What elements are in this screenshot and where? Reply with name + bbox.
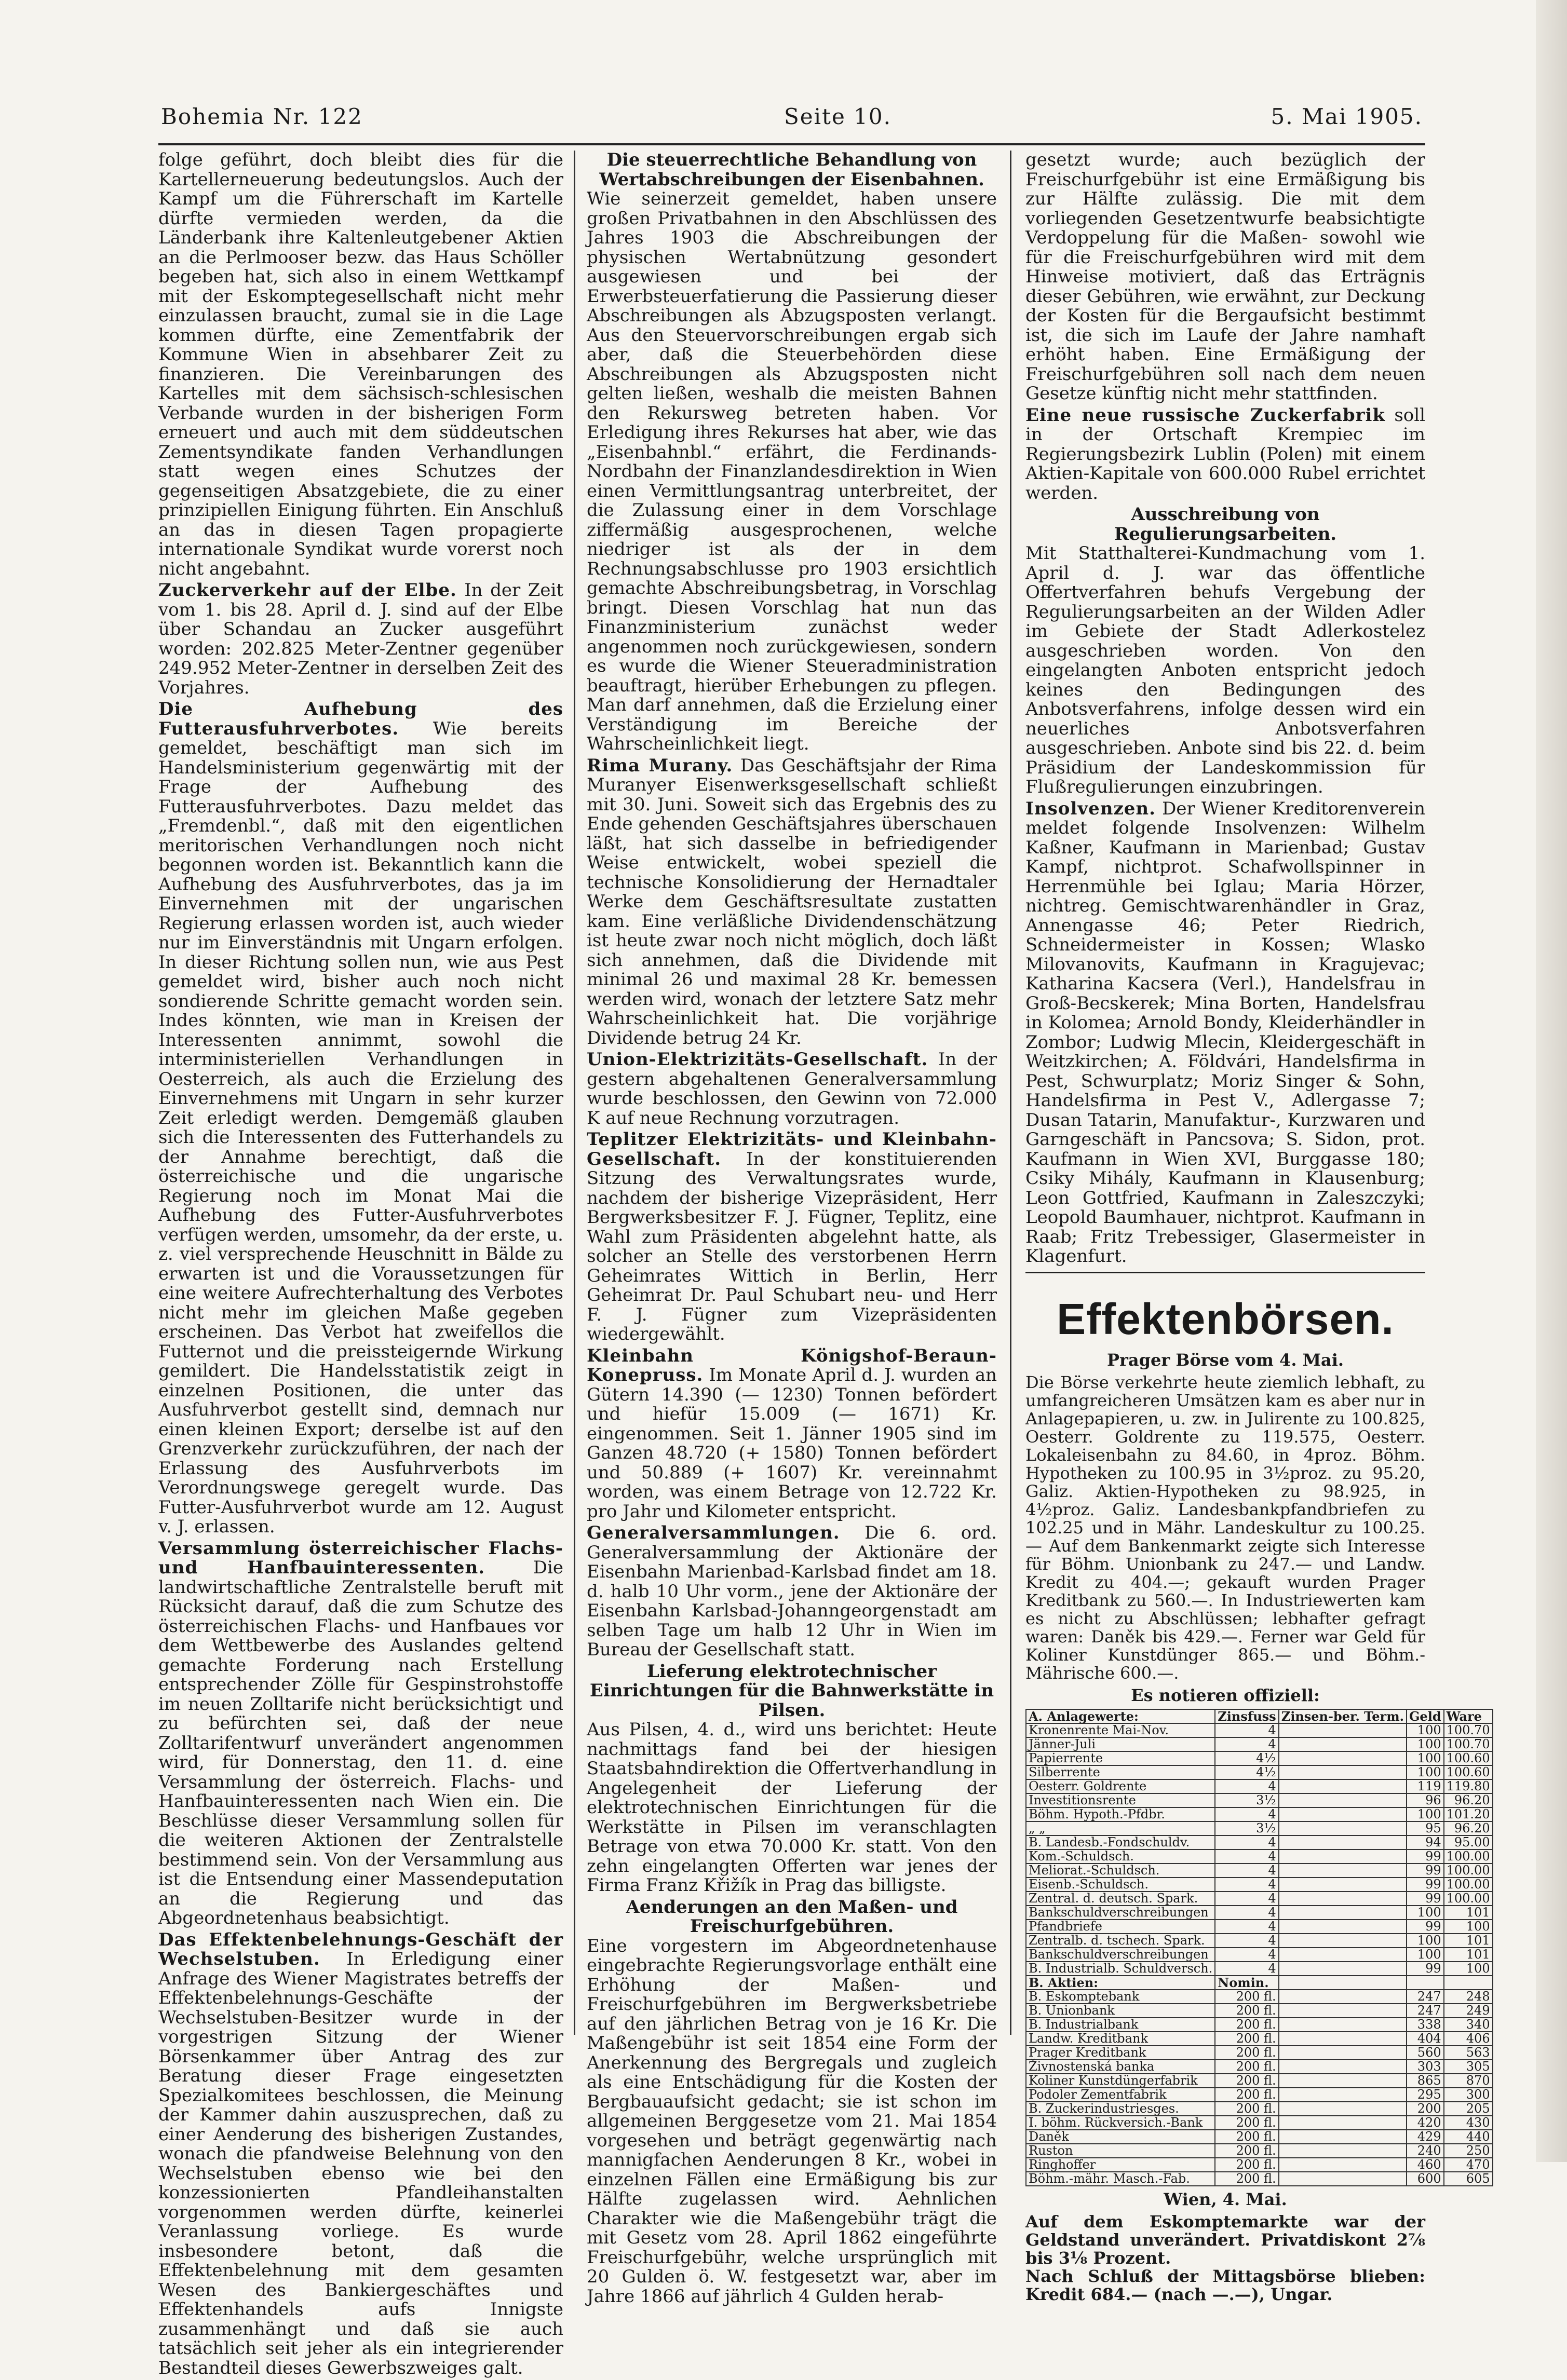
table-cell: 4 [1215, 1864, 1278, 1878]
table-cell: 99 [1407, 1864, 1444, 1878]
table-cell: 100 [1407, 1807, 1444, 1821]
table-cell: 200 fl. [1215, 2074, 1278, 2088]
table-cell: 338 [1407, 2018, 1444, 2032]
table-cell: 4 [1215, 1962, 1278, 1976]
vienna-close: Nach Schluß der Mittagsbörse blieben: Kredit 684.— (nach —.—), Ungar. [1025, 2266, 1425, 2304]
table-cell [1279, 2032, 1407, 2046]
article-paragraph [1025, 406, 1425, 504]
table-cell: 200 fl. [1215, 2046, 1278, 2060]
table-cell: 100 [1407, 1737, 1444, 1751]
table-cell [1279, 1835, 1407, 1849]
table-cell: Ruston [1026, 2144, 1215, 2158]
article-heading: Zuckerverkehr auf der Elbe. [158, 580, 457, 601]
table-row [1026, 2130, 1493, 2144]
table-cell: Bankschuldverschreibungen [1026, 1948, 1215, 1962]
quotes-table [1025, 1709, 1493, 2186]
table-cell: B. Unionbank [1026, 2004, 1215, 2018]
table-cell: 100.00 [1444, 1864, 1493, 1878]
table-cell [1279, 1990, 1407, 2004]
article-text: Die landwirtschaftliche Zentralstelle beruft mit Rücksicht darauf, daß die zum Schutze des österreichischen Flachs- und Hanfbaues vor dem Wettbewerbe des Auslandes geltend gemachte Forderung nach Erstellung entsprechender Zölle für Gespinstrohstoffe im neuen Zolltarife nicht berücksichtigt und zu befürchten sei, daß der neue Zolltarifentwurf unverändert angenommen wird, für Donnerstag, den 11. d. eine Versammlung der österreich. Flachs- und Hanfbauinteressenten nach Wien ein. Die Beschlüsse dieser Versammlung sollen für die weiteren Aktionen der Zentralstelle bestimmend sein. Von der Versammlung aus ist die Entsendung einer Massendeputation an die Regierung und das Abgeordnetenhaus beabsichtigt. [158, 1557, 563, 1928]
table-cell: 99 [1407, 1962, 1444, 1976]
table-cell: Papierrente [1026, 1751, 1215, 1765]
article-text: Aus Pilsen, 4. d., wird uns berichtet: Heute nachmittags fand bei der hiesigen Staatsbahndirektion die Offertverhandlung in Angelegenheit der Lieferung der elektrotechnischen Einrichtungen für die Werkstätte in Pilsen im veranschlagten Betrage von etwa 70.000 Kr. statt. Von den zehn eingelangten Offerten war jenes der Firma Franz Křižík in Prag das billigste. [587, 1719, 997, 1896]
table-cell: 605 [1444, 2172, 1493, 2186]
table-cell: 3½ [1215, 1793, 1278, 1807]
table-row [1026, 2144, 1493, 2158]
table-cell: B. Eskomptebank [1026, 1990, 1215, 2004]
header-rule [158, 143, 1425, 145]
article-heading: Eine neue russische Zuckerfabrik [1025, 404, 1386, 426]
article-paragraph [158, 581, 563, 698]
table-cell [1279, 1737, 1407, 1751]
table-cell [1279, 1849, 1407, 1864]
table-cell: 600 [1407, 2172, 1444, 2186]
article-text: Wie bereits gemeldet, beschäftigt man sich im Handelsministerium gegenwärtig mit der Frage der Aufhebung des Futterausfuhrverbotes. Dazu meldet das „Fremdenbl.“, daß mit den eigentlichen meritorischen Verhandlungen noch nicht begonnen worden ist. Bekanntlich kann die Aufhebung des Ausfuhrverbotes, das ja im Einvernehmen mit der ungarischen Regierung erlassen worden ist, auch wieder nur im Einverständnis mit Ungarn erfolgen. In dieser Richtung sollen nun, wie aus Pest gemeldet wird, bisher auch noch nicht sondierende Schritte gemacht worden sein. Indes könnten, wie man in Kreisen der Interessenten annimmt, sowohl die interministeriellen Verhandlungen in Oesterreich, als auch die Erzielung des Einvernehmens mit Ungarn in sehr kurzer Zeit erledigt werden. Demgemäß glauben sich die Interessenten des Futterhandels zu der Annahme berechtigt, daß die österreichische und die ungarische Regierung noch im Monat Mai die Aufhebung des Futter-Ausfuhrverbotes verfügen werden, umsomehr, da der erste, u. z. viel versprechende Heuschnitt in Bälde zu erwarten ist und die Voraussetzungen für eine weitere Aufrechterhaltung des Verbotes nicht mehr im gleichen Maße gegeben erscheinen. Das Verbot hat zweifellos die Futternot und die preissteigernde Wirkung gemildert. Die Handelsstatistik zeigt in einzelnen Positionen, die unter das Ausfuhrverbot gestellt sind, demnach nur einen kleinen Export; derselbe ist auf den Grenzverkehr zurückzuführen, der nach der Erlassung des Ausfuhrverbots im Verordnungswege geregelt wurde. Das Futter-Ausfuhrverbot wurde am 12. August v. J. erlassen. [158, 718, 563, 1537]
table-row [1026, 1892, 1493, 1906]
table-header-cell: B. Aktien: [1026, 1976, 1215, 1990]
table-cell [1279, 1793, 1407, 1807]
article-heading: Die steuerrechtliche Behandlung von Wertabschreibungen der Eisenbahnen. [599, 149, 984, 190]
table-cell [1279, 2004, 1407, 2018]
table-header-cell: Geld [1407, 1709, 1444, 1723]
table-cell: 870 [1444, 2074, 1493, 2088]
article-heading: Generalversammlungen. [587, 1522, 840, 1543]
table-cell: 404 [1407, 2032, 1444, 2046]
table-cell: 101 [1444, 1948, 1493, 1962]
table-cell: 240 [1407, 2144, 1444, 2158]
table-cell: 200 fl. [1215, 2172, 1278, 2186]
table-cell: 4 [1215, 1849, 1278, 1864]
table-cell: Meliorat.-Schuldsch. [1026, 1864, 1215, 1878]
table-cell: 205 [1444, 2102, 1493, 2116]
table-cell: 430 [1444, 2116, 1493, 2130]
article-heading: Aenderungen an den Maßen- und Freischurfgebühren. [626, 1896, 958, 1937]
article-heading: Die Aufhebung des Futterausfuhrverbotes. [158, 699, 563, 739]
table-cell [1279, 2158, 1407, 2172]
table-row [1026, 1807, 1493, 1821]
table-row [1026, 1920, 1493, 1934]
table-cell: 4 [1215, 1948, 1278, 1962]
table-cell: 4 [1215, 1835, 1278, 1849]
table-cell: Pfandbriefe [1026, 1920, 1215, 1934]
table-cell: 100 [1407, 1723, 1444, 1737]
table-cell: 460 [1407, 2158, 1444, 2172]
table-cell: 101.20 [1444, 1807, 1493, 1821]
table-row [1026, 2116, 1493, 2130]
article-heading: Lieferung elektrotechnischer Einrichtungen für die Bahnwerkstätte in Pilsen. [589, 1661, 994, 1721]
table-cell: 295 [1407, 2088, 1444, 2102]
table-cell: 100 [1407, 1948, 1444, 1962]
table-header-cell: Ware [1444, 1709, 1493, 1723]
table-cell: 100.70 [1444, 1737, 1493, 1751]
article-text: soll in der Ortschaft Krempiec im Regierungsbezirk Lublin (Polen) mit einem Aktien-Kapitale von 600.000 Rubel errichtet werden. [1025, 404, 1425, 504]
table-cell: Prager Kreditbank [1026, 2046, 1215, 2060]
article-text: Mit Statthalterei-Kundmachung vom 1. April d. J. war das öffentliche Offertverfahren behufs Vergebung der Regulierungsarbeiten an der Wilden Adler im Gebiete der Stadt Adlerkostelez ausgeschrieben worden. Von den eingelangten Anboten entspricht jedoch keines den Bedingungen des Anbotsverfahrens, infolge dessen wird ein neuerliches Anbotsverfahren ausgeschrieben. Anbote sind bis 22. d. beim Präsidium der Landeskommission für Flußregulierungen einzubringen. [1025, 543, 1425, 797]
table-cell: 119 [1407, 1779, 1444, 1793]
table-cell: Kom.-Schuldsch. [1026, 1849, 1215, 1864]
table-cell: 250 [1444, 2144, 1493, 2158]
table-cell: 247 [1407, 1990, 1444, 2004]
table-cell [1279, 1948, 1407, 1962]
page-edge [1536, 0, 1567, 2162]
table-cell: 96.20 [1444, 1821, 1493, 1835]
table-row [1026, 1864, 1493, 1878]
column-3-articles [1025, 151, 1425, 1267]
article-heading: Versammlung österreichischer Flachs- und Hanfbauinteressenten. [158, 1538, 563, 1578]
page-number: Seite 10. [784, 104, 891, 129]
table-cell: 4½ [1215, 1751, 1278, 1765]
table-cell: B. Landesb.-Fondschuldv. [1026, 1835, 1215, 1849]
table-cell: 4 [1215, 1807, 1278, 1821]
article-paragraph [587, 1130, 997, 1344]
table-cell: 100 [1407, 1934, 1444, 1948]
table-cell: 247 [1407, 2004, 1444, 2018]
table-header-cell [1407, 1976, 1444, 1990]
table-cell: 100 [1444, 1920, 1493, 1934]
table-cell [1279, 1934, 1407, 1948]
article-paragraph [587, 1050, 997, 1128]
table-row [1026, 1821, 1493, 1835]
table-cell: 100 [1407, 1765, 1444, 1779]
table-cell: 100 [1407, 1906, 1444, 1920]
table-cell: „ „ [1026, 1821, 1215, 1835]
table-row [1026, 1765, 1493, 1779]
article-paragraph [587, 1347, 997, 1522]
prague-report: Die Börse verkehrte heute ziemlich lebhaft, zu umfangreicheren Umsätzen kam es aber nur in Anlagepapieren, u. zw. in Julirente zu 100.825, Oesterr. Goldrente zu 119.575, Oesterr. Lokaleisenbahn zu 84.60, in 4proz. Böhm. Hypotheken zu 100.95 in 3½proz. zu 95.20, Galiz. Aktien-Hypotheken zu 98.925, in 4½proz. Galiz. Landesbankpfandbriefen zu 102.25 und in Mähr. Landeskultur zu 100.25. — Auf dem Bankenmarkt zeigte sich Interesse für Böhm. Unionbank zu 247.— und Landw. Kredit zu 404.—; gekauft wurden Prager Kreditbank zu 560.—. In Industriewerten kam es nicht zu Abschlüssen; lebhafter gefragt waren: Daněk bis 429.—. Ferner war Geld für Koliner Kunstdünger 865.— und Böhm.-Mährische 600.—. [1025, 1372, 1425, 1683]
table-cell: Kronenrente Mai-Nov. [1026, 1723, 1215, 1737]
official-quotes-label: Es notieren offiziell: [1131, 1685, 1320, 1705]
table-header-cell [1279, 1976, 1407, 1990]
article-paragraph [158, 1930, 563, 2378]
table-cell: 95 [1407, 1821, 1444, 1835]
table-cell: 200 fl. [1215, 2102, 1278, 2116]
article-paragraph [1025, 151, 1425, 404]
column-divider-2 [1010, 151, 1011, 2035]
table-cell: 99 [1407, 1892, 1444, 1906]
table-cell: 100.00 [1444, 1878, 1493, 1892]
table-cell: 406 [1444, 2032, 1493, 2046]
table-cell: B. Industrialb. Schuldversch. [1026, 1962, 1215, 1976]
table-row [1026, 2032, 1493, 2046]
table-row [1026, 1723, 1493, 1737]
table-cell: 101 [1444, 1906, 1493, 1920]
table-cell [1279, 1821, 1407, 1835]
page-header [161, 104, 1423, 140]
table-cell: Böhm. Hypoth.-Pfdbr. [1026, 1807, 1215, 1821]
table-cell: Böhm.-mähr. Masch.-Fab. [1026, 2172, 1215, 2186]
table-cell: 200 fl. [1215, 2158, 1278, 2172]
table-cell: B. Zuckerindustriesges. [1026, 2102, 1215, 2116]
article-heading: Teplitzer Elektrizitäts- und Kleinbahn-Gesellschaft. [587, 1129, 997, 1169]
table-row [1026, 1737, 1493, 1751]
table-cell [1279, 1765, 1407, 1779]
table-cell [1279, 1723, 1407, 1737]
table-header-cell: Zinsen-ber. Term. [1279, 1709, 1407, 1723]
table-cell: Zentral. d. deutsch. Spark. [1026, 1892, 1215, 1906]
table-row [1026, 1779, 1493, 1793]
table-cell: 305 [1444, 2060, 1493, 2074]
article-paragraph [158, 1539, 563, 1928]
table-row [1026, 1934, 1493, 1948]
table-cell: 340 [1444, 2018, 1493, 2032]
table-cell: 4 [1215, 1906, 1278, 1920]
table-cell: 100.00 [1444, 1892, 1493, 1906]
issue-date: 5. Mai 1905. [1271, 104, 1423, 129]
table-cell [1279, 2130, 1407, 2144]
table-cell: Silberrente [1026, 1765, 1215, 1779]
table-cell [1279, 2074, 1407, 2088]
table-cell: 200 fl. [1215, 2032, 1278, 2046]
table-cell [1279, 2172, 1407, 2186]
table-row [1026, 2004, 1493, 2018]
table-row [1026, 2074, 1493, 2088]
article-heading: Kleinbahn Königshof-Beraun-Konepruss. [587, 1345, 997, 1385]
table-cell: 200 fl. [1215, 2130, 1278, 2144]
table-cell [1279, 1962, 1407, 1976]
table-cell [1279, 1878, 1407, 1892]
table-cell: Ringhoffer [1026, 2158, 1215, 2172]
table-row [1026, 2060, 1493, 2074]
table-cell: 249 [1444, 2004, 1493, 2018]
article-text: Die 6. ord. Generalversammlung der Aktionäre der Eisenbahn Marienbad-Karlsbad findet am 18. d. halb 10 Uhr vorm., jene der Aktionäre der Eisenbahn Karlsbad-Johanngeorgenstadt am selben Tage um halb 12 Uhr in Wien im Bureau der Gesellschaft statt. [587, 1522, 997, 1660]
table-cell: Bankschuldverschreibungen [1026, 1906, 1215, 1920]
table-cell: 563 [1444, 2046, 1493, 2060]
table-cell: 200 [1407, 2102, 1444, 2116]
table-cell: 420 [1407, 2116, 1444, 2130]
table-cell: Daněk [1026, 2130, 1215, 2144]
table-cell: 440 [1444, 2130, 1493, 2144]
article-text: Der Wiener Kreditorenverein meldet folgende Insolvenzen: Wilhelm Kaßner, Kaufmann in Marienbad; Gustav Kampf, nichtprot. Schafwollspinner in Herrenmühle bei Iglau; Maria Hörzer, nichtreg. Gemischtwarenhändler in Graz, Annengasse 46; Peter Riedrich, Schneidermeister in Kossen; Wlasko Milovanovits, Kaufmann in Kragujevac; Katharina Kacsera (Verl.), Handelsfrau in Groß-Becskerek; Mina Borten, Handelsfrau in Kolomea; Arnold Bondy, Kleiderhändler in Zombor; Ludwig Mlecin, Kleidergeschäft in Weitzkirchen; A. Földvári, Handelsfirma in Pest, Schwurplatz; Moriz Singer & Sohn, Handelsfirma in Pest V., Adlergasse 7; Dusan Tatarin, Manufaktur-, Kurzwaren und Garngeschäft in Pancsova; S. Sidon, prot. Kaufmann in Wien XVI, Burggasse 180; Csiky Mihály, Kaufmann in Klausenburg; Leon Gottfried, Kaufmann in Zaleszczyki; Leopold Baumhauer, nichtprot. Kaufmann in Raab; Fritz Trebessiger, Glasermeister in Klagenfurt. [1025, 798, 1425, 1267]
table-cell: 96 [1407, 1793, 1444, 1807]
article-paragraph [587, 756, 997, 1049]
table-cell: 200 fl. [1215, 2144, 1278, 2158]
table-cell: Podoler Zementfabrik [1026, 2088, 1215, 2102]
market-rule [1025, 1272, 1425, 1273]
table-cell: 200 fl. [1215, 2060, 1278, 2074]
table-cell: 99 [1407, 1920, 1444, 1934]
table-cell [1279, 2060, 1407, 2074]
table-cell: 100.60 [1444, 1765, 1493, 1779]
table-cell: 4 [1215, 1892, 1278, 1906]
vienna-heading: Wien, 4. Mai. [1164, 2189, 1287, 2209]
table-cell: Koliner Kunstdüngerfabrik [1026, 2074, 1215, 2088]
table-cell: I. böhm. Rückversich.-Bank [1026, 2116, 1215, 2130]
column-1 [158, 151, 563, 2380]
table-row [1026, 2172, 1493, 2186]
table-cell [1279, 1906, 1407, 1920]
table-cell: 4 [1215, 1920, 1278, 1934]
table-cell: 95.00 [1444, 1835, 1493, 1849]
table-row [1026, 2102, 1493, 2116]
article-text: Wie seinerzeit gemeldet, haben unsere großen Privatbahnen in den Abschlüssen des Jahres 1903 die Abschreibungen der physischen Wertabnützung gesondert ausgewiesen und bei der Erwerbsteuerfatierung die Passierung dieser Abschreibungen als Abzugsposten verlangt. Aus den Steuervorschreibungen ergab sich aber, daß die Steuerbehörden diese Abschreibungen als Abzugsposten nicht gelten ließen, weshalb die meisten Bahnen den Rekursweg betreten haben. Vor Erledigung ihres Rekurses hat aber, wie das „Eisenbahnbl.“ erfährt, die Ferdinands-Nordbahn der Finanzlandesdirektion in Wien einen Vermittlungsantrag unterbreitet, der die Zulassung einer in dem Vorschlage ziffermäßig ausgesprochenen, welche niedriger ist als der in dem Rechnungsabschlusse pro 1903 ersichtlich gemachte Abschreibungsbetrag, in Vorschlag bringt. Diesen Vorschlag hat nun das Finanzministerium zunächst weder angenommen noch zurückgewiesen, sondern es wurde die Wiener Steueradministration beauftragt, hierüber Erhebungen zu pflegen. Man darf annehmen, daß die Erzielung einer Verständigung im Bereiche der Wahrscheinlichkeit liegt. [587, 188, 997, 754]
table-cell: Zentralb. d. tschech. Spark. [1026, 1934, 1215, 1948]
prague-heading: Prager Börse vom 4. Mai. [1106, 1350, 1344, 1370]
article-text: Das Geschäftsjahr der Rima Muranyer Eisenwerksgesellschaft schließt mit 30. Juni. Soweit sich das Ergebnis des zu Ende gehenden Geschäftsjahres überschauen läßt, hat sich dasselbe in befriedigender Weise entwickelt, wobei speziell die technische Konsolidierung der Hernadtaler Werke dem Geschäftsresultate zustatten kam. Eine verläßliche Dividendenschätzung ist heute zwar noch nicht möglich, doch läßt sich annehmen, daß die Dividende mit minimal 26 und maximal 28 Kr. bemessen werden wird, wonach der letztere Satz mehr Wahrscheinlichkeit hat. Die vorjährige Dividende betrug 24 Kr. [587, 755, 997, 1049]
table-cell: 4 [1215, 1779, 1278, 1793]
table-cell: 100.60 [1444, 1751, 1493, 1765]
table-cell: 200 fl. [1215, 1990, 1278, 2004]
table-cell: 865 [1407, 2074, 1444, 2088]
table-cell: 429 [1407, 2130, 1444, 2144]
table-cell: Landw. Kreditbank [1026, 2032, 1215, 2046]
table-cell: 99 [1407, 1878, 1444, 1892]
table-cell: B. Industrialbank [1026, 2018, 1215, 2032]
article-heading: Insolvenzen. [1025, 798, 1156, 819]
table-cell: 4 [1215, 1737, 1278, 1751]
article-text: In der gestern abgehaltenen Generalversammlung wurde beschlossen, den Gewinn von 72.000 K auf neue Rechnung vorzutragen. [587, 1049, 997, 1128]
table-header-cell: A. Anlagewerte: [1026, 1709, 1215, 1723]
article-heading: Rima Murany. [587, 755, 733, 776]
article-text: In der Zeit vom 1. bis 28. April d. J. sind auf der Elbe über Schandau an Zucker ausgeführt worden: 202.825 Meter-Zentner gegenüber 249.952 Meter-Zentner in derselben Zeit des Vorjahres. [158, 580, 564, 698]
table-cell: 94 [1407, 1835, 1444, 1849]
article-heading: Ausschreibung von Regulierungsarbeiten. [1114, 504, 1337, 545]
table-header-cell: Nomin. [1215, 1976, 1278, 1990]
table-row [1026, 1878, 1493, 1892]
article-paragraph [587, 189, 997, 754]
table-cell: 200 fl. [1215, 2088, 1278, 2102]
table-row [1026, 1751, 1493, 1765]
table-cell: Oesterr. Goldrente [1026, 1779, 1215, 1793]
table-cell: 101 [1444, 1934, 1493, 1948]
vienna-report: Auf dem Eskomptemarkte war der Geldstand unverändert. Privatdiskont 2⅞ bis 3⅛ Prozent. [1025, 2211, 1425, 2268]
market-title: Effektenbörsen. [1057, 1294, 1394, 1343]
table-cell: 96.20 [1444, 1793, 1493, 1807]
table-cell [1279, 2046, 1407, 2060]
table-row [1026, 1948, 1493, 1962]
column-3 [1025, 149, 1490, 2304]
table-row [1026, 1962, 1493, 1976]
market-section [1025, 1350, 1490, 2304]
article-text: Eine vorgestern im Abgeordnetenhause eingebrachte Regierungsvorlage enthält eine Erhöhung der Maßen- und Freischurfgebühren im Bergwerksbetriebe auf den jährlichen Betrag von je 16 Kr. Die Maßengebühr ist seit 1854 eine Form der Anerkennung des Bergregals und zugleich als eine Entschädigung für die Kosten der Bergbauaufsicht gedacht; sie ist schon im allgemeinen Berggesetze vom 21. Mai 1854 vorgesehen und beträgt gegenwärtig nach mannigfachen Aenderungen 8 Kr., wobei in einzelnen Fällen eine Ermäßigung bis zur Hälfte zugelassen wird. Aehnlichen Charakter wie die Maßengebühr trägt die mit Gesetz vom 28. April 1862 eingeführte Freischurfgebühr, welche ursprünglich mit 20 Gulden ö. W. festgesetzt war, aber im Jahre 1866 auf jährlich 4 Gulden herab- [587, 1935, 997, 2307]
table-cell: Eisenb.-Schuldsch. [1026, 1878, 1215, 1892]
table-cell: 100 [1407, 1751, 1444, 1765]
table-row [1026, 2088, 1493, 2102]
table-cell: 4 [1215, 1934, 1278, 1948]
table-cell: 200 fl. [1215, 2018, 1278, 2032]
table-cell [1279, 1751, 1407, 1765]
table-cell [1279, 2018, 1407, 2032]
article-paragraph [587, 1524, 997, 1660]
article-paragraph [158, 151, 563, 579]
table-cell: Živnostenská banka [1026, 2060, 1215, 2074]
table-cell [1279, 2102, 1407, 2116]
article-heading: Union-Elektrizitäts-Gesellschaft. [587, 1049, 928, 1070]
table-cell: 4½ [1215, 1765, 1278, 1779]
table-cell [1279, 1892, 1407, 1906]
table-cell: 300 [1444, 2088, 1493, 2102]
table-cell: 470 [1444, 2158, 1493, 2172]
table-cell [1279, 1779, 1407, 1793]
article-text: In Erledigung einer Anfrage des Wiener Magistrates betreffs der Effektenbelehnungs-Geschäfte der Wechselstuben-Besitzer wurde in der vorgestrigen Sitzung der Wiener Börsenkammer über Antrag des zur Beratung dieser Frage eingesetzten Spezialkomitees beschlossen, die Meinung der Kammer dahin auszusprechen, daß zu einer Aenderung des bisherigen Zustandes, wonach die pfandweise Belehnung von den Wechselstuben ebenso wie bei den konzessionierten Pfandleihanstalten vorgenommen werden dürfte, keinerlei Veranlassung vorliege. Es wurde insbesondere betont, daß die Effektenbelehnung mit dem gesamten Wesen des Bankiergeschäftes und Effektenhandels aufs Innigste zusammenhängt und daß sie auch tatsächlich seit jeher als ein integrierender Bestandteil dieses Gewerbszweiges galt. [158, 1949, 563, 2378]
table-cell: 100.70 [1444, 1723, 1493, 1737]
article-paragraph [1025, 544, 1425, 797]
column-2 [587, 151, 997, 2308]
table-cell [1279, 1864, 1407, 1878]
article-paragraph [158, 700, 563, 1537]
article-paragraph [587, 1937, 997, 2307]
article-text: folge geführt, doch bleibt dies für die Kartellerneuerung bedeutungslos. Auch der Kampf um die Führerschaft im Kartelle dürfte vermieden werden, da die Länderbank ihre Kaltenleutgebener Aktien an die Perlmooser bezw. das Haus Schöller begeben hat, sich also in einem Wettkampf mit der Eskomptegesellschaft nicht mehr einzulassen braucht, zumal sie in die Lage kommen dürfte, eine Zementfabrik der Kommune Wien in absehbarer Zeit zu finanzieren. Die Vereinbarungen des Kartelles mit dem sächsisch-schlesischen Verbande wurden in der bisherigen Form erneuert und auch mit dem süddeutschen Zementsyndikate fanden Verhandlungen statt wegen eines Schutzes der gegenseitigen Absatzgebiete, die zu einer prinzipiellen Einigung führten. Ein Anschluß an das in diesen Tagen propagierte internationale Syndikat wurde vorerst noch nicht angebahnt. [158, 149, 563, 579]
table-row [1026, 1906, 1493, 1920]
table-cell: 99 [1407, 1849, 1444, 1864]
table-cell: 303 [1407, 2060, 1444, 2074]
table-cell: 4 [1215, 1723, 1278, 1737]
table-cell [1279, 2144, 1407, 2158]
table-row [1026, 1990, 1493, 2004]
table-cell [1279, 2116, 1407, 2130]
table-cell [1279, 1920, 1407, 1934]
table-cell: 560 [1407, 2046, 1444, 2060]
table-cell: 3½ [1215, 1821, 1278, 1835]
table-cell: 4 [1215, 1878, 1278, 1892]
table-cell: Jänner-Juli [1026, 1737, 1215, 1751]
table-row [1026, 2018, 1493, 2032]
table-cell: 100.00 [1444, 1849, 1493, 1864]
table-row [1026, 1835, 1493, 1849]
table-cell: 200 fl. [1215, 2116, 1278, 2130]
newspaper-issue: Bohemia Nr. 122 [161, 104, 363, 129]
article-text: In der konstituierenden Sitzung des Verwaltungsrates wurde, nachdem der bisherige Vizepräsident, Herr Bergwerksbesitzer F. J. Fügner, Teplitz, eine Wahl zum Präsidenten abgelehnt hatte, als solcher an Stelle des verstorbenen Herrn Geheimrates Wittich in Berlin, Herr Geheimrat Dr. Paul Schubart neu- und Herr F. J. Fügner zum Vizepräsidenten wiedergewählt. [587, 1148, 997, 1344]
article-paragraph [587, 1720, 997, 1896]
table-row [1026, 1793, 1493, 1807]
table-cell [1279, 1807, 1407, 1821]
table-row [1026, 1849, 1493, 1864]
column-divider-1 [574, 151, 575, 2035]
table-cell: 200 fl. [1215, 2004, 1278, 2018]
table-row [1026, 2158, 1493, 2172]
table-cell: Investitionsrente [1026, 1793, 1215, 1807]
table-cell: 119.80 [1444, 1779, 1493, 1793]
table-header-cell [1444, 1976, 1493, 1990]
table-row [1026, 2046, 1493, 2060]
table-cell: 100 [1444, 1962, 1493, 1976]
table-cell [1279, 2088, 1407, 2102]
article-heading: Das Effektenbelehnungs-Geschäft der Wechselstuben. [158, 1929, 563, 1969]
article-text: Im Monate April d. J. wurden an Gütern 14.390 (— 1230) Tonnen befördert und hiefür 15.009 (— 1671) Kr. eingenommen. Seit 1. Jänner 1905 sind im Ganzen 48.720 (+ 1580) Tonnen befördert und 50.889 (+ 1607) Kr. vereinnahmt worden, was einem Betrage von 12.722 Kr. pro Jahr und Kilometer entspricht. [587, 1365, 997, 1522]
table-cell: 248 [1444, 1990, 1493, 2004]
table-header-cell: Zinsfuss [1215, 1709, 1278, 1723]
article-text: gesetzt wurde; auch bezüglich der Freischurfgebühr ist eine Ermäßigung bis zur Hälfte zulässig. Die mit dem vorliegenden Gesetzentwurfe beabsichtigte Verdoppelung für die Maßen- sowohl wie für die Freischurfgebühren wird mit dem Hinweise motiviert, daß das Erträgnis dieser Gebühren, wie erwähnt, zur Deckung der Kosten für die Bergaufsicht bestimmt ist, die sich im Laufe der Jahre namhaft erhöht haben. Eine Ermäßigung der Freischurfgebühren soll nach dem neuen Gesetze künftig nicht mehr stattfinden. [1025, 149, 1425, 404]
article-paragraph [1025, 799, 1425, 1267]
